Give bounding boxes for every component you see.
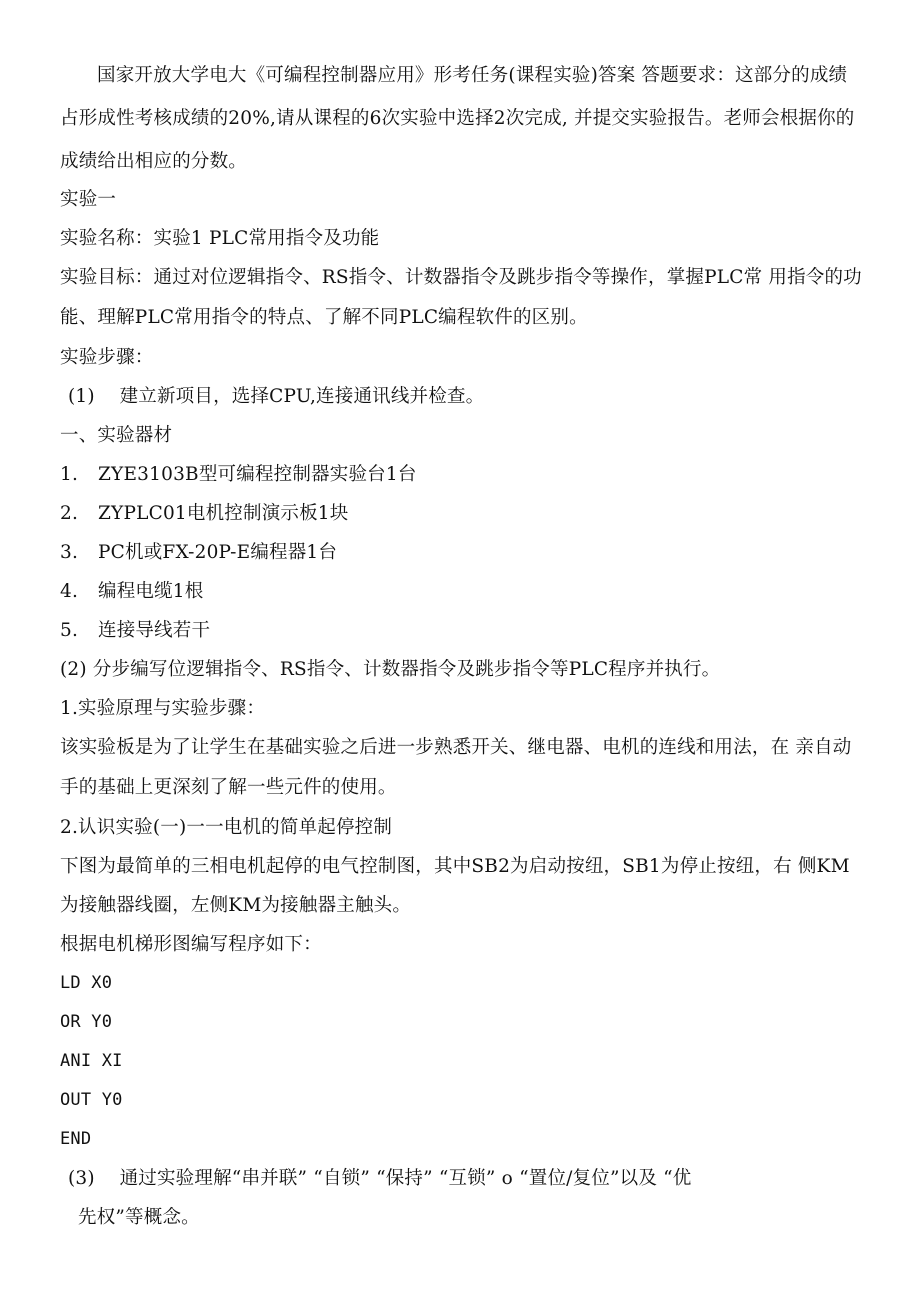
steps-heading: 实验步骤： <box>60 347 154 368</box>
program-code <box>60 964 862 1159</box>
code-line: END <box>60 1129 92 1149</box>
equipment-item-number: 3. <box>60 542 79 563</box>
equipment-item-text: 编程电缆1根 <box>98 581 204 602</box>
step-2: (2) 分步编写位逻辑指令、RS指令、计数器指令及跳步指令等PLC程序并执行。 <box>60 659 721 680</box>
step-3-line-1: (3) 通过实验理解“串并联” “自锁” “保持” “互锁” o “置位/复位”以及 “优 <box>68 1168 692 1189</box>
equipment-item <box>60 455 862 494</box>
intro-paragraph: 国家开放大学电大《可编程控制器应用》形考任务(课程实验)答案 答题要求：这部分的成绩占形成性考核成绩的20%,请从课程的6次实验中选择2次完成, 并提交实验报告。老师会根据你的成绩给出相应的分数。 <box>60 65 855 172</box>
equipment-list <box>60 455 862 650</box>
section-2-heading: 2.认识实验(一)一一电机的简单起停控制 <box>60 817 393 838</box>
code-line: OR Y0 <box>60 1012 113 1032</box>
experiment-heading: 实验一 <box>60 189 117 210</box>
equipment-item-number: 4. <box>60 581 79 602</box>
code-line: LD X0 <box>60 973 113 993</box>
equipment-item-number: 1. <box>60 464 79 485</box>
equipment-item-text: ZYE3103B型可编程控制器实验台1台 <box>98 464 417 485</box>
equipment-item-text: 连接导线若干 <box>98 620 211 641</box>
step-3 <box>60 1159 862 1237</box>
equipment-item <box>60 611 862 650</box>
equipment-item-number: 5. <box>60 620 79 641</box>
step-3-line-2: 先权”等概念。 <box>78 1207 200 1228</box>
equipment-item <box>60 572 862 611</box>
equipment-item-text: PC机或FX-20P-E编程器1台 <box>98 542 338 563</box>
section-2-text: 下图为最简单的三相电机起停的电气控制图，其中SB2为启动按纽，SB1为停止按纽，右 侧KM为接触器线圈，左侧KM为接触器主触头。 <box>60 856 850 916</box>
principle-text: 该实验板是为了让学生在基础实验之后进一步熟悉开关、继电器、电机的连线和用法，在 亲自动手的基础上更深刻了解一些元件的使用。 <box>60 737 852 798</box>
equipment-item <box>60 494 862 533</box>
code-line: OUT Y0 <box>60 1090 123 1110</box>
equipment-item-number: 2. <box>60 503 79 524</box>
step-1: (1) 建立新项目，选择CPU,连接通讯线并检查。 <box>68 386 485 407</box>
experiment-goal: 实验目标：通过对位逻辑指令、RS指令、计数器指令及跳步指令等操作，掌握PLC常 用指令的功能、理解PLC常用指令的特点、了解不同PLC编程软件的区别。 <box>60 267 862 328</box>
equipment-item <box>60 533 862 572</box>
principle-heading: 1.实验原理与实验步骤： <box>60 698 266 719</box>
code-line: ANI XI <box>60 1051 123 1071</box>
equipment-heading: 一、实验器材 <box>60 425 173 446</box>
equipment-item-text: ZYPLC01电机控制演示板1块 <box>98 503 349 524</box>
program-heading: 根据电机梯形图编写程序如下： <box>60 934 322 955</box>
experiment-name: 实验名称：实验1 PLC常用指令及功能 <box>60 228 380 249</box>
